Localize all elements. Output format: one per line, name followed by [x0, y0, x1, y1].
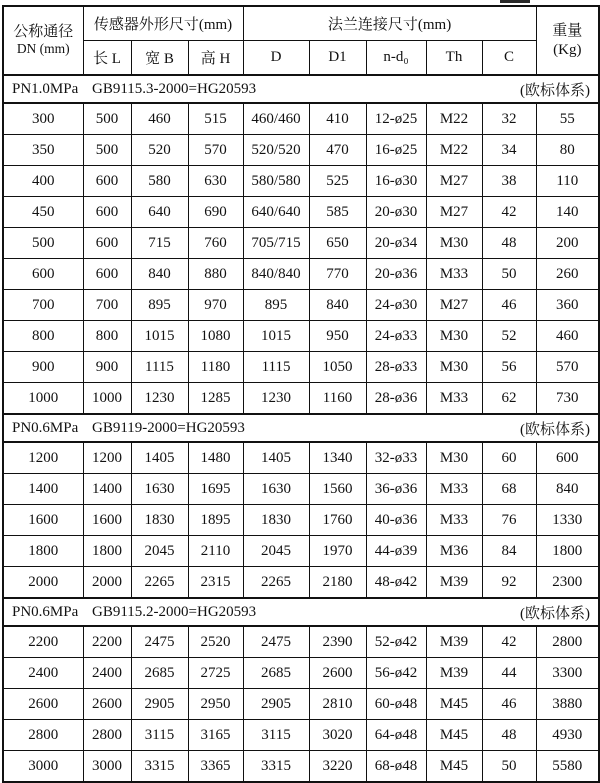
cell-width-b: 3315 — [131, 751, 188, 783]
header-dn-unit: DN (mm) — [16, 41, 70, 57]
cell-th: M45 — [426, 751, 482, 783]
cell-length-l: 500 — [83, 135, 131, 166]
cell-d: 1830 — [243, 505, 309, 536]
cell-width-b: 640 — [131, 197, 188, 228]
cell-width-b: 2685 — [131, 658, 188, 689]
cell-length-l: 3000 — [83, 751, 131, 783]
table-row — [3, 658, 599, 689]
cell-height-h: 760 — [188, 228, 243, 259]
cell-dn: 800 — [3, 321, 83, 352]
table-row — [3, 383, 599, 415]
cell-weight: 4930 — [536, 720, 599, 751]
table-row — [3, 505, 599, 536]
cell-width-b: 895 — [131, 290, 188, 321]
table-row — [3, 290, 599, 321]
cell-height-h: 2520 — [188, 626, 243, 658]
cell-height-h: 1895 — [188, 505, 243, 536]
section-standard: GB9115.3-2000=HG20593 — [92, 80, 257, 97]
cell-n-d0: 28-ø33 — [366, 352, 426, 383]
cell-weight: 1330 — [536, 505, 599, 536]
cell-dn: 2000 — [3, 567, 83, 599]
table-row — [3, 321, 599, 352]
cell-th: M22 — [426, 135, 482, 166]
cell-c: 34 — [482, 135, 536, 166]
cell-n-d0: 20-ø36 — [366, 259, 426, 290]
cell-d: 895 — [243, 290, 309, 321]
cell-d1: 770 — [309, 259, 366, 290]
cell-width-b: 2265 — [131, 567, 188, 599]
cell-weight: 1800 — [536, 536, 599, 567]
cell-width-b: 1830 — [131, 505, 188, 536]
cell-dn: 900 — [3, 352, 83, 383]
cell-d: 1230 — [243, 383, 309, 415]
cell-d: 705/715 — [243, 228, 309, 259]
table-row — [3, 474, 599, 505]
cell-height-h: 2725 — [188, 658, 243, 689]
cell-d: 1630 — [243, 474, 309, 505]
cell-length-l: 600 — [83, 166, 131, 197]
cell-n-d0: 48-ø42 — [366, 567, 426, 599]
cell-n-d0: 32-ø33 — [366, 442, 426, 474]
table-body — [3, 75, 599, 782]
table-row — [3, 166, 599, 197]
cell-d1: 525 — [309, 166, 366, 197]
section-pressure: PN0.6MPa — [12, 419, 79, 436]
cell-height-h: 3165 — [188, 720, 243, 751]
cell-n-d0: 24-ø33 — [366, 321, 426, 352]
cell-length-l: 2400 — [83, 658, 131, 689]
cell-width-b: 1115 — [131, 352, 188, 383]
section-pressure: PN1.0MPa — [12, 80, 79, 97]
cell-height-h: 1180 — [188, 352, 243, 383]
cell-weight: 730 — [536, 383, 599, 415]
cell-length-l: 800 — [83, 321, 131, 352]
cell-length-l: 600 — [83, 197, 131, 228]
cell-th: M22 — [426, 103, 482, 135]
cell-height-h: 1695 — [188, 474, 243, 505]
cell-c: 84 — [482, 536, 536, 567]
cell-weight: 3300 — [536, 658, 599, 689]
cell-d: 460/460 — [243, 103, 309, 135]
cell-c: 48 — [482, 720, 536, 751]
table-row — [3, 626, 599, 658]
cell-th: M33 — [426, 505, 482, 536]
flange-dimension-table — [2, 5, 600, 783]
cell-th: M36 — [426, 536, 482, 567]
table-row — [3, 442, 599, 474]
cell-dn: 1200 — [3, 442, 83, 474]
cell-d1: 1970 — [309, 536, 366, 567]
cell-width-b: 580 — [131, 166, 188, 197]
cell-weight: 5580 — [536, 751, 599, 783]
cell-height-h: 2315 — [188, 567, 243, 599]
cell-dn: 400 — [3, 166, 83, 197]
cell-d1: 585 — [309, 197, 366, 228]
cell-width-b: 2475 — [131, 626, 188, 658]
header-weight — [536, 6, 599, 75]
cell-height-h: 630 — [188, 166, 243, 197]
cell-c: 92 — [482, 567, 536, 599]
cell-dn: 2400 — [3, 658, 83, 689]
cell-d: 2045 — [243, 536, 309, 567]
cell-th: M27 — [426, 290, 482, 321]
cell-dn: 1400 — [3, 474, 83, 505]
header-sensor-group: 传感器外形尺寸(mm) — [83, 6, 243, 41]
table-row — [3, 103, 599, 135]
cell-dn: 2800 — [3, 720, 83, 751]
cell-d: 2685 — [243, 658, 309, 689]
cell-d1: 1760 — [309, 505, 366, 536]
cell-th: M33 — [426, 383, 482, 415]
section-system: (欧标体系) — [520, 421, 591, 438]
section-standard: GB9119-2000=HG20593 — [92, 419, 245, 436]
cell-n-d0: 60-ø48 — [366, 689, 426, 720]
cell-d: 1405 — [243, 442, 309, 474]
cell-weight: 460 — [536, 321, 599, 352]
table-row — [3, 689, 599, 720]
cell-dn: 700 — [3, 290, 83, 321]
section-row — [3, 598, 599, 626]
cell-d1: 650 — [309, 228, 366, 259]
cell-d1: 2810 — [309, 689, 366, 720]
cell-width-b: 715 — [131, 228, 188, 259]
table-row — [3, 751, 599, 783]
section-standard: GB9115.2-2000=HG20593 — [92, 603, 257, 620]
cell-height-h: 690 — [188, 197, 243, 228]
table-row — [3, 536, 599, 567]
cell-th: M30 — [426, 352, 482, 383]
cell-dn: 3000 — [3, 751, 83, 783]
cell-c: 68 — [482, 474, 536, 505]
section-row — [3, 414, 599, 442]
cell-c: 50 — [482, 259, 536, 290]
cell-weight: 110 — [536, 166, 599, 197]
header-weight-unit: (Kg) — [553, 41, 582, 58]
cell-height-h: 515 — [188, 103, 243, 135]
cell-height-h: 2950 — [188, 689, 243, 720]
cell-height-h: 1285 — [188, 383, 243, 415]
header-c: C — [482, 41, 536, 76]
header-d1: D1 — [309, 41, 366, 76]
header-flange-group: 法兰连接尺寸(mm) — [243, 6, 536, 41]
cell-d1: 840 — [309, 290, 366, 321]
cell-dn: 1800 — [3, 536, 83, 567]
cell-d: 2475 — [243, 626, 309, 658]
cell-weight: 200 — [536, 228, 599, 259]
cell-width-b: 2045 — [131, 536, 188, 567]
cell-n-d0: 20-ø34 — [366, 228, 426, 259]
cell-n-d0: 24-ø30 — [366, 290, 426, 321]
cell-dn: 2200 — [3, 626, 83, 658]
cell-length-l: 1000 — [83, 383, 131, 415]
cell-c: 76 — [482, 505, 536, 536]
cell-weight: 55 — [536, 103, 599, 135]
cell-length-l: 2000 — [83, 567, 131, 599]
cell-length-l: 2200 — [83, 626, 131, 658]
cell-length-l: 1200 — [83, 442, 131, 474]
section-pressure: PN0.6MPa — [12, 603, 79, 620]
table-row — [3, 228, 599, 259]
cell-height-h: 1480 — [188, 442, 243, 474]
header-dn — [3, 6, 83, 75]
cell-d1: 3020 — [309, 720, 366, 751]
table-row — [3, 352, 599, 383]
cell-length-l: 600 — [83, 228, 131, 259]
cell-length-l: 2600 — [83, 689, 131, 720]
cell-d1: 2180 — [309, 567, 366, 599]
cell-width-b: 1405 — [131, 442, 188, 474]
cell-width-b: 3115 — [131, 720, 188, 751]
cell-th: M45 — [426, 689, 482, 720]
cell-d: 1115 — [243, 352, 309, 383]
cell-n-d0: 16-ø30 — [366, 166, 426, 197]
cell-d: 1015 — [243, 321, 309, 352]
cell-d1: 1050 — [309, 352, 366, 383]
cell-th: M30 — [426, 321, 482, 352]
cell-weight: 3880 — [536, 689, 599, 720]
cell-n-d0: 16-ø25 — [366, 135, 426, 166]
cell-n-d0: 64-ø48 — [366, 720, 426, 751]
cell-dn: 1600 — [3, 505, 83, 536]
header-length-l: 长 L — [83, 41, 131, 76]
cell-th: M39 — [426, 567, 482, 599]
cell-length-l: 1800 — [83, 536, 131, 567]
cell-length-l: 500 — [83, 103, 131, 135]
cell-d1: 950 — [309, 321, 366, 352]
cell-weight: 600 — [536, 442, 599, 474]
header-weight-label: 重量 — [552, 22, 583, 39]
cell-c: 42 — [482, 197, 536, 228]
cell-d1: 410 — [309, 103, 366, 135]
cell-n-d0: 36-ø36 — [366, 474, 426, 505]
cell-d1: 1340 — [309, 442, 366, 474]
cell-c: 32 — [482, 103, 536, 135]
cell-length-l: 2800 — [83, 720, 131, 751]
cell-weight: 570 — [536, 352, 599, 383]
cell-c: 46 — [482, 689, 536, 720]
cell-length-l: 900 — [83, 352, 131, 383]
cell-n-d0: 28-ø36 — [366, 383, 426, 415]
cell-d: 520/520 — [243, 135, 309, 166]
cell-th: M39 — [426, 626, 482, 658]
cell-width-b: 1230 — [131, 383, 188, 415]
cell-d: 2265 — [243, 567, 309, 599]
cell-width-b: 2905 — [131, 689, 188, 720]
cell-height-h: 970 — [188, 290, 243, 321]
header-dn-label: 公称通径 — [13, 23, 74, 40]
cell-d1: 2390 — [309, 626, 366, 658]
cell-c: 52 — [482, 321, 536, 352]
cell-c: 48 — [482, 228, 536, 259]
cell-d1: 2600 — [309, 658, 366, 689]
cell-th: M30 — [426, 442, 482, 474]
cell-height-h: 880 — [188, 259, 243, 290]
cell-dn: 500 — [3, 228, 83, 259]
cell-weight: 2300 — [536, 567, 599, 599]
cell-weight: 2800 — [536, 626, 599, 658]
cell-width-b: 1630 — [131, 474, 188, 505]
cell-th: M30 — [426, 228, 482, 259]
cell-width-b: 520 — [131, 135, 188, 166]
cell-n-d0: 12-ø25 — [366, 103, 426, 135]
table-row — [3, 259, 599, 290]
cell-c: 60 — [482, 442, 536, 474]
cell-d: 2905 — [243, 689, 309, 720]
cell-th: M33 — [426, 259, 482, 290]
cell-width-b: 460 — [131, 103, 188, 135]
cell-weight: 140 — [536, 197, 599, 228]
cell-th: M33 — [426, 474, 482, 505]
table-row — [3, 567, 599, 599]
cell-c: 38 — [482, 166, 536, 197]
cell-d1: 1560 — [309, 474, 366, 505]
cell-dn: 1000 — [3, 383, 83, 415]
cell-height-h: 570 — [188, 135, 243, 166]
cell-length-l: 600 — [83, 259, 131, 290]
cell-c: 46 — [482, 290, 536, 321]
cell-c: 56 — [482, 352, 536, 383]
cell-weight: 260 — [536, 259, 599, 290]
cell-n-d0: 44-ø39 — [366, 536, 426, 567]
cell-dn: 350 — [3, 135, 83, 166]
header-th: Th — [426, 41, 482, 76]
cell-width-b: 1015 — [131, 321, 188, 352]
cell-c: 50 — [482, 751, 536, 783]
cell-c: 44 — [482, 658, 536, 689]
section-system: (欧标体系) — [520, 82, 591, 99]
cell-length-l: 1600 — [83, 505, 131, 536]
cell-th: M39 — [426, 658, 482, 689]
cell-height-h: 2110 — [188, 536, 243, 567]
table-row — [3, 135, 599, 166]
cell-d: 640/640 — [243, 197, 309, 228]
header-d: D — [243, 41, 309, 76]
cell-c: 62 — [482, 383, 536, 415]
cell-d: 3315 — [243, 751, 309, 783]
cell-weight: 840 — [536, 474, 599, 505]
cell-d: 840/840 — [243, 259, 309, 290]
cell-d1: 3220 — [309, 751, 366, 783]
cell-d1: 1160 — [309, 383, 366, 415]
cell-dn: 300 — [3, 103, 83, 135]
cell-n-d0: 52-ø42 — [366, 626, 426, 658]
cell-length-l: 1400 — [83, 474, 131, 505]
cell-th: M27 — [426, 197, 482, 228]
cell-width-b: 840 — [131, 259, 188, 290]
cell-th: M45 — [426, 720, 482, 751]
header-width-b: 宽 B — [131, 41, 188, 76]
header-height-h: 高 H — [188, 41, 243, 76]
table-row — [3, 720, 599, 751]
cell-height-h: 1080 — [188, 321, 243, 352]
section-system: (欧标体系) — [520, 605, 591, 622]
cell-d: 3115 — [243, 720, 309, 751]
cell-d: 580/580 — [243, 166, 309, 197]
section-row — [3, 75, 599, 103]
cell-n-d0: 56-ø42 — [366, 658, 426, 689]
cell-d1: 470 — [309, 135, 366, 166]
table-header — [3, 6, 599, 75]
cell-weight: 360 — [536, 290, 599, 321]
cell-dn: 450 — [3, 197, 83, 228]
header-n-d0: n-d₀ — [366, 41, 426, 76]
cell-n-d0: 68-ø48 — [366, 751, 426, 783]
cell-dn: 600 — [3, 259, 83, 290]
cell-weight: 80 — [536, 135, 599, 166]
cell-th: M27 — [426, 166, 482, 197]
cell-height-h: 3365 — [188, 751, 243, 783]
cell-n-d0: 40-ø36 — [366, 505, 426, 536]
table-row — [3, 197, 599, 228]
scan-artifact — [500, 0, 530, 3]
cell-n-d0: 20-ø30 — [366, 197, 426, 228]
cell-dn: 2600 — [3, 689, 83, 720]
cell-c: 42 — [482, 626, 536, 658]
cell-length-l: 700 — [83, 290, 131, 321]
